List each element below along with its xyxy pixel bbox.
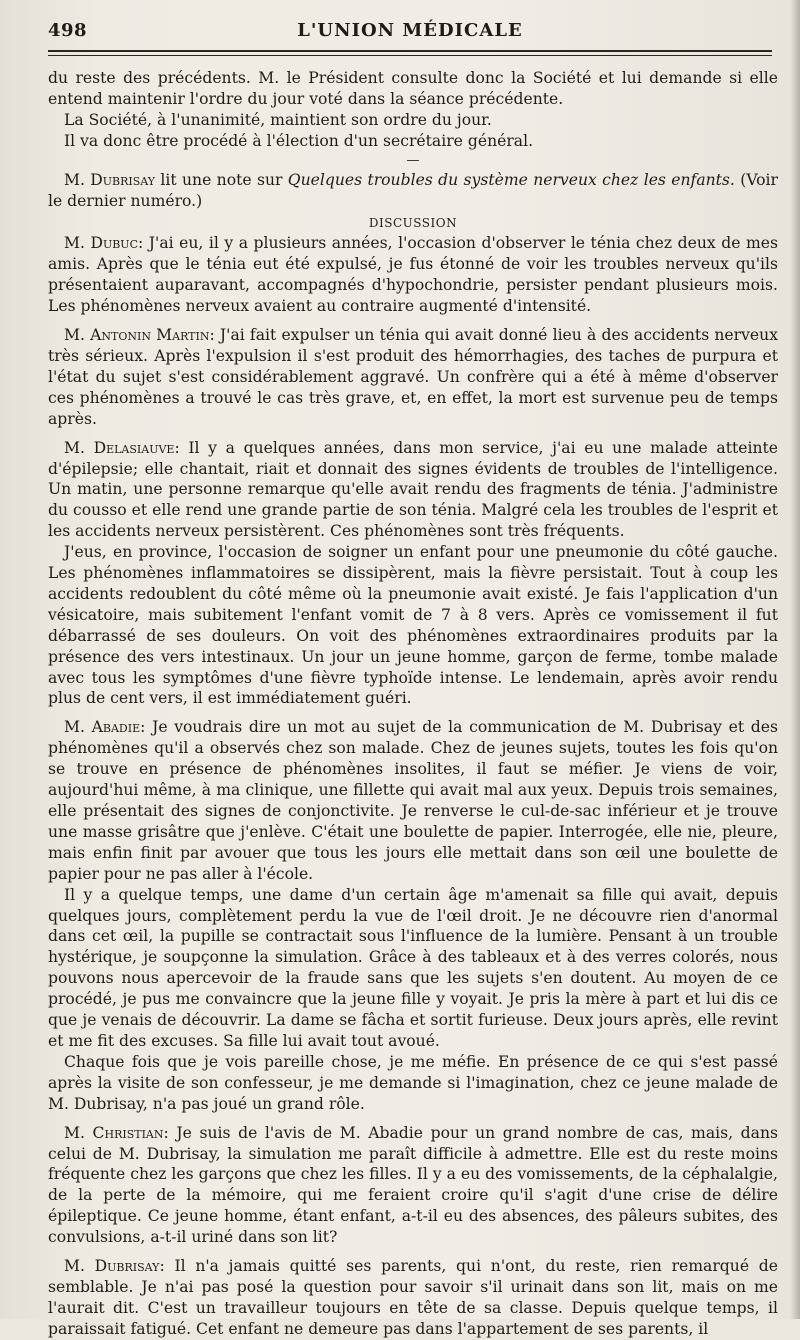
note-speaker: Dubrisay — [90, 170, 156, 189]
paragraph-text: du reste des précédents. M. le Président consulte donc la Société et lui demande si elle entend maintenir l'ordre du jour voté dans la séance précédente. — [48, 69, 778, 108]
paragraph — [48, 717, 778, 884]
intro-paragraphs — [48, 68, 778, 152]
speaker-prefix: M. — [64, 234, 91, 253]
note-after: (Voir le dernier numéro.) — [48, 170, 778, 210]
speaker-suffix: : — [174, 438, 189, 457]
speaker-name: Delasiauve — [93, 438, 175, 457]
paragraph — [48, 885, 778, 1052]
paragraph-text: Il va donc être procédé à l'élection d'un secrétaire général. — [64, 131, 534, 150]
speaker-name: Christian — [92, 1123, 164, 1142]
paragraph-text: J'ai fait expulser un ténia qui avait donné lieu à des accidents nerveux très sérieux. Après l'expulsion il s'est produit des hémorrhagies, des taches de purpura et l'état du sujet s'est considérablement aggravé. Un confrère qui a été à même d'observer ces phénomènes a trouvé le cas très grave, et, en effet, la mort est survenue peu de temps après. — [48, 326, 778, 428]
speaker-name: Antonin Martin — [90, 326, 210, 345]
speaker-prefix: M. — [64, 438, 94, 457]
note-prefix: M. — [64, 170, 91, 189]
section-heading — [48, 215, 778, 231]
paragraph — [48, 68, 778, 110]
speaker-suffix: : — [159, 1257, 175, 1276]
paragraph-text: Chaque fois que je vois pareille chose, je me méfie. En présence de ce qui s'est passé après la visite de son confesseur, je me demande si l'imagination, chez ce jeune malade de M. Dubrisay, n'a pas joué un grand rôle. — [48, 1052, 778, 1113]
speaker-name: Abadie — [91, 718, 141, 737]
paragraph — [48, 1052, 778, 1115]
article-body — [48, 68, 778, 1340]
paragraph-text: J'ai eu, il y a plusieurs années, l'occasion d'observer le ténia chez deux de mes amis. Après que le ténia eut été expulsé, je fus étonné de voir les troubles nerveux qu'ils présentaient auparavant, accompagnés d'hypochondrie, persister pendant plusieurs mois. Les phénomènes nerveux avaient au contraire augmenté d'intensité. — [48, 234, 778, 316]
speaker-suffix: : — [163, 1123, 177, 1142]
paragraph — [48, 110, 778, 131]
speaker-suffix: : — [209, 326, 220, 345]
paragraph — [48, 438, 778, 543]
paragraph — [48, 1256, 778, 1340]
running-title: L'UNION MÉDICALE — [297, 20, 523, 41]
separator-dash: — — [406, 152, 420, 168]
header-rule — [48, 55, 772, 56]
paragraph-text: Il y a quelques années, dans mon service, j'ai eu une malade atteinte d'épilepsie; elle chantait, riait et donnait des signes évidents de troubles de l'intelligence. Un matin, une personne remarque qu'elle avait rendu des fragments de ténia. J'administre du cousso et elle rend une grande partie de son ténia. Malgré cela les troubles de l'esprit et les accidents nerveux persistèrent. Ces phénomènes sont très fréquents. — [48, 438, 778, 541]
paragraph-text: Il y a quelque temps, une dame d'un certain âge m'amenait sa fille qui avait, depuis quelques jours, complètement perdu la vue de l'œil droit. Je ne découvre rien d'anormal dans cet œil, la pupille se contractait sous l'influence de la lumière. Pensant à un trouble hystérique, je soupçonne la simulation. Grâce à des tableaux et à des verres colorés, nous pouvons nous apercevoir de la fraude sans que les sujets s'en doutent. Au moyen de ce procédé, je pus me convaincre que la jeune fille y voyait. Je pris la mère à part et lui dis ce que je venais de découvrir. La dame se fâcha et sortit furieuse. Deux jours après, elle revint et me fit des excuses. Sa fille lui avait tout avoué. — [48, 885, 778, 1050]
paragraph — [48, 1123, 778, 1248]
paragraph-text: J'eus, en province, l'occasion de soigner un enfant pour une pneumonie du côté gauche. Les phénomènes inflammatoires se dissipèrent, mais la fièvre persistait. Tout à coup les accidents redoublent du côté même où la pneumonie avait existé. Je fais l'application d'un vésicatoire, mais subitement l'enfant vomit de 7 à 8 vers. Après ce vomissement il fut débarrassé de ses douleurs. On voit des phénomènes extraordinaires produits par la présence des vers intestinaux. Un jour un jeune homme, garçon de ferme, tombe malade avec tous les symptômes d'une fièvre typhoïde intense. Le lendemain, après avoir rendu plus de cent vers, il est immédiatement guéri. — [48, 543, 778, 708]
speaker-name: Dubrisay — [94, 1257, 160, 1276]
note-before: lit une note sur — [155, 170, 288, 189]
speaker-prefix: M. — [64, 326, 91, 345]
paragraph — [48, 542, 778, 709]
section-heading-text: DISCUSSION — [368, 216, 458, 231]
dubrisay-note — [48, 170, 778, 212]
speaker-prefix: M. — [64, 718, 92, 737]
paragraph — [48, 131, 778, 152]
speaker-suffix: : — [138, 234, 149, 253]
paragraph-text: La Société, à l'unanimité, maintient son ordre du jour. — [64, 110, 492, 129]
speaker-prefix: M. — [64, 1257, 95, 1276]
speaker-name: Dubuc — [90, 234, 138, 253]
note-title: Quelques troubles du système nerveux chez les enfants. — [287, 170, 735, 189]
paragraph — [48, 325, 778, 430]
page-header — [48, 16, 772, 52]
paragraph-text: Il n'a jamais quitté ses parents, qui n'ont, du reste, rien remarqué de semblable. Je n'ai pas posé la question pour savoir s'il urinait dans son lit, mais on me l'aurait dit. C'est un travailleur toujours en tête de sa classe. Depuis quelque temps, il paraissait fatigué. Cet enfant ne demeure pas dans l'appartement de ses parents, il — [48, 1257, 778, 1338]
paragraph — [48, 233, 778, 317]
paragraph-text: Je suis de l'avis de M. Abadie pour un grand nombre de cas, mais, dans celui de M. Dubrisay, la simulation me paraît difficile à admettre. Elle est du reste moins fréquente chez les garçons que chez les filles. Il y a eu des vomissements, de la céphalalgie, de la perte de la mémoire, qui me feraient croire qu'il s'agit d'une crise de délire épileptique. Ce jeune homme, étant enfant, a-t-il eu des absences, des pâleurs subites, des convulsions, a-t-il uriné dans son lit? — [48, 1123, 779, 1247]
paragraph-text: Je voudrais dire un mot au sujet de la communication de M. Dubrisay et des phénomènes qu'il a observés chez son malade. Chez de jeunes sujets, toutes les fois qu'on se trouve en présence de phénomènes insolites, il faut se méfier. Je viens de voir, aujourd'hui même, à ma clinique, une fillette qui avait mal aux yeux. Depuis trois semaines, elle présentait des signes de conjonctivite. Je renverse le cul-de-sac inférieur et je trouve une masse grisâtre que j'enlève. C'était une boulette de papier. Interrogée, elle nie, pleure, mais enfin finit par avouer que tous les jours elle mettait dans son œil une boulette de papier pour ne pas aller à l'école. — [48, 718, 778, 883]
page-number: 498 — [48, 20, 88, 41]
discussion-paragraphs — [48, 233, 778, 1339]
speaker-prefix: M. — [64, 1123, 93, 1142]
speaker-suffix: : — [140, 718, 153, 737]
